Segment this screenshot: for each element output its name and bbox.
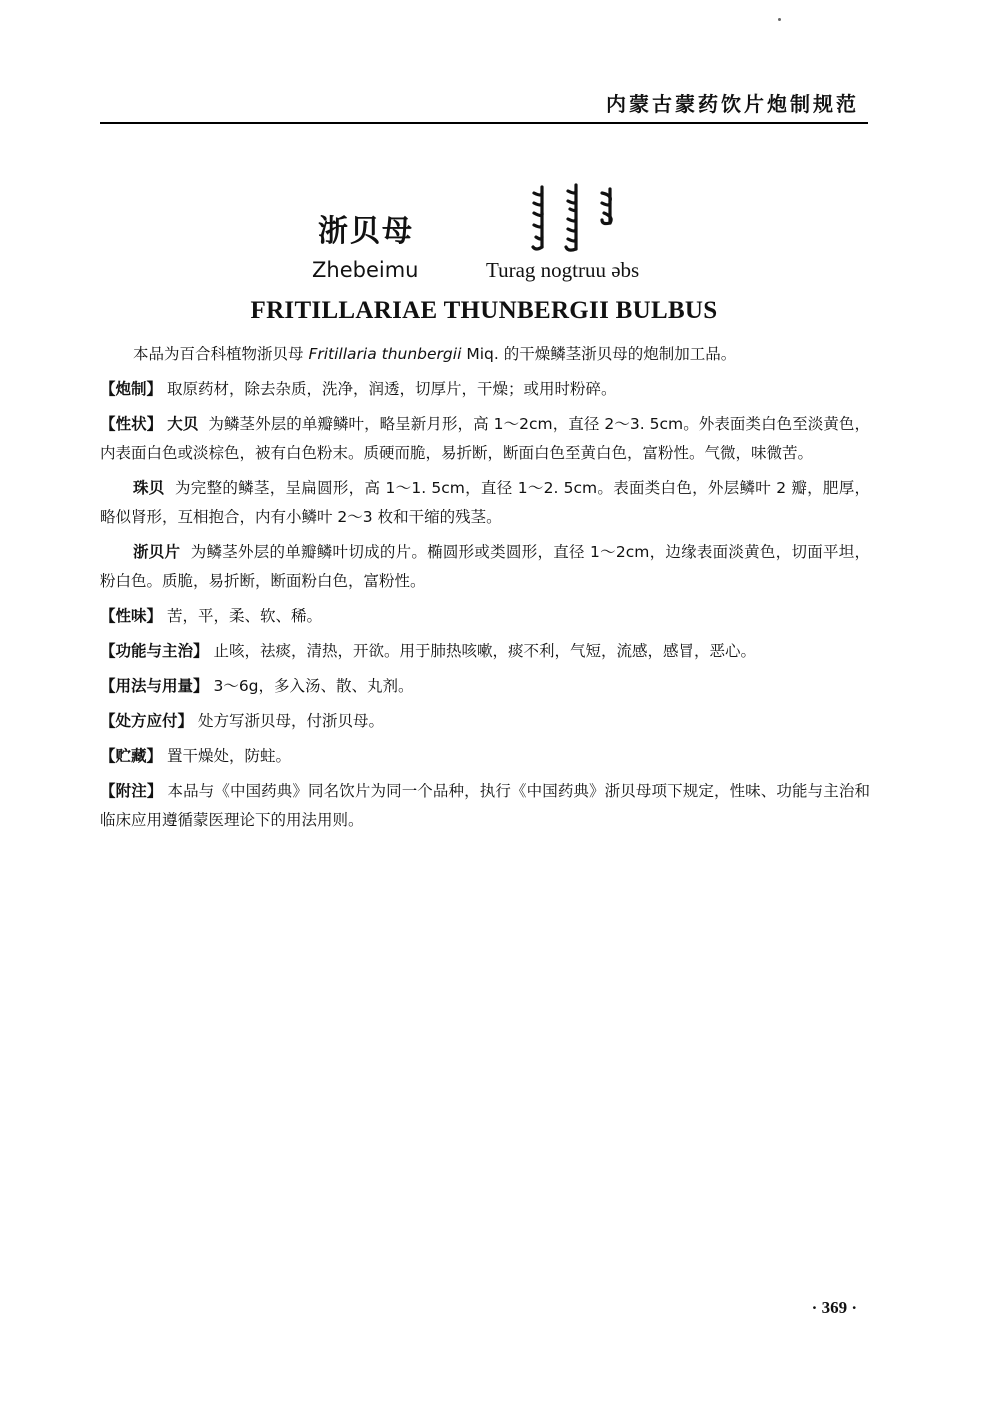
taste-text: 苦，平，柔、软、稀。 (166, 607, 322, 625)
zhebeipian-text: 为鳞茎外层的单瓣鳞叶切成的片。椭圆形或类圆形，直径 1～2cm，边缘表面淡黄色，切面平坦，粉白色。质脆，易折断，断面粉白色，富粉性。 (100, 543, 870, 590)
prescription-label: 【处方应付】 (100, 712, 194, 730)
note-text: 本品与《中国药典》同名饮片为同一个品种，执行《中国药典》浙贝母项下规定，性味、功能与主治和临床应用遵循蒙医理论下的用法用则。 (100, 782, 870, 829)
species-name: Fritillaria thunbergii (308, 345, 462, 363)
prescription-text: 处方写浙贝母，付浙贝母。 (197, 712, 384, 730)
storage-label: 【贮藏】 (100, 747, 163, 765)
mongolian-script-title (524, 183, 634, 253)
scan-speck (778, 18, 781, 21)
function-label: 【功能与主治】 (100, 642, 209, 660)
entry-body (100, 340, 870, 841)
storage-paragraph (100, 742, 870, 771)
function-text: 止咳，祛痰，清热，开欲。用于肺热咳嗽，痰不利，气短，流感，感冒，恶心。 (213, 642, 756, 660)
usage-label: 【用法与用量】 (100, 677, 209, 695)
entry-pinyin: Zhebeimu (312, 258, 419, 282)
taste-paragraph (100, 602, 870, 631)
running-header: 内蒙古蒙药饮片炮制规范 (606, 92, 859, 116)
processing-label: 【炮制】 (100, 380, 163, 398)
dabei-text: 为鳞茎外层的单瓣鳞叶，略呈新月形，高 1～2cm，直径 2～3. 5cm。外表面类白色至淡黄色，内表面白色或淡棕色，被有白色粉末。质硬而脆，易折断，断面白色至黄白色，富粉性。气微，味微苦。 (100, 415, 870, 462)
page-number: · 369 · (811, 1298, 857, 1317)
note-paragraph (100, 777, 870, 835)
entry-mongolian-latin: Turag nogtruu əbs (486, 258, 640, 282)
prescription-paragraph (100, 707, 870, 736)
description-zhubei-paragraph (100, 474, 870, 532)
taste-label: 【性味】 (100, 607, 163, 625)
processing-text: 取原药材，除去杂质，洗净，润透，切厚片，干燥；或用时粉碎。 (166, 380, 617, 398)
intro-paragraph (100, 340, 870, 369)
entry-title-chinese: 浙贝母 (318, 214, 414, 249)
zhebeipian-label: 浙贝片 (133, 543, 181, 561)
note-label: 【附注】 (100, 782, 163, 800)
intro-text-pre: 本品为百合科植物浙贝母 (133, 345, 309, 363)
usage-text: 3～6g，多入汤、散、丸剂。 (213, 677, 414, 695)
storage-text: 置干燥处，防蛀。 (166, 747, 291, 765)
dabei-label: 大贝 (167, 415, 199, 433)
zhubei-label: 珠贝 (133, 479, 165, 497)
intro-text-post: Miq. 的干燥鳞茎浙贝母的炮制加工品。 (461, 345, 737, 363)
description-label: 【性状】 (100, 415, 163, 433)
zhubei-text: 为完整的鳞茎，呈扁圆形，高 1～1. 5cm，直径 1～2. 5cm。表面类白色，外层鳞叶 2 瓣，肥厚，略似肾形，互相抱合，内有小鳞叶 2～3 枚和干缩的残茎。 (100, 479, 870, 526)
usage-paragraph (100, 672, 870, 701)
processing-paragraph (100, 375, 870, 404)
description-dabei-paragraph (100, 410, 870, 468)
header-rule (100, 122, 868, 124)
description-zhebeipian-paragraph (100, 538, 870, 596)
function-paragraph (100, 637, 870, 666)
entry-latin-name: FRITILLARIAE THUNBERGII BULBUS (250, 297, 718, 324)
